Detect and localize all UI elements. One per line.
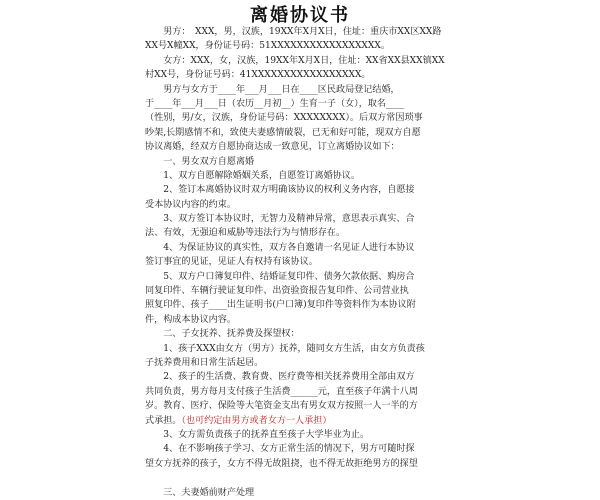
document-line: 于____年___月___日（农历__月初__）生育一子（女），取名____ [145, 98, 405, 109]
document-line: 签订事宜的见证，见证人有权持有该协议。 [145, 257, 318, 268]
document-line-text: 式承担。 [145, 415, 182, 426]
document-line: 1、孩子XXX由女方（男方）抚养，随同女方生活，由女方负责孩 [145, 343, 425, 354]
document-line: 2、孩子的生活费、教育费、医疗费等相关抚养费用全部由双方 [145, 372, 415, 383]
document-line: XX号X幢XX，身份证号码：51XXXXXXXXXXXXXXXXX。 [145, 41, 390, 52]
document-line: 吵架,长期感情不和，致使夫妻感情破裂，已无和好可能，现双方自愿 [145, 127, 421, 138]
document-line: 子抚养费用和日常生活起居。 [145, 357, 264, 368]
document-line: 受本协议内容的约束。 [145, 199, 236, 210]
document-line: 同复印件、车辆行驶证复印件、出资验资报告复印件、公司营业执 [145, 286, 409, 297]
document-line: 共同负责，男方每月支付孩子生活费______元，直至孩子年满十八周 [145, 386, 418, 397]
document-line: 男方与女方于____年___月___日在____区民政局登记结婚， [145, 84, 400, 95]
document-line: 4、在不影响孩子学习、女方正常生活的情况下，男方可随时探 [145, 444, 415, 455]
document-line: 3、女方需负责孩子的抚养直至孩子大学毕业为止。 [145, 429, 370, 440]
document-line: 1、双方自愿解除婚姻关系，自愿签订离婚协议。 [145, 170, 360, 181]
document-line: 男方： XXX，男，汉族，19XX年X月X日，住址：重庆市XX区XX路 [145, 27, 442, 37]
document-line: 协议离婚，经双方自愿协商达成一致意见，订立离婚协议如下： [145, 142, 400, 153]
document-line: 三、夫妻婚前财产处理 [145, 487, 255, 498]
document-line: 照复印件、孩子____出生证明书(户口簿)复印件等资料作为本协议附 [145, 300, 416, 311]
document-line: 岁。教育、医疗、保险等大笔资金支出有男女双方按照一人一半的方 [145, 401, 418, 412]
highlight-note: （也可约定由男方或者女方一人承担） [181, 415, 332, 426]
document-line: 法、有效，无强迫和威胁等违法行为与情形存在。 [145, 228, 346, 239]
document-line: 一、男女双方自愿离婚 [145, 156, 255, 167]
document-line: 2、签订本离婚协议时双方明确该协议的权利义务内容，自愿接 [145, 185, 415, 196]
document-line: 4、为保证协议的真实性，双方各自邀请一名见证人进行本协议 [145, 242, 415, 253]
document-line: 件，构成本协议内容。 [145, 314, 236, 325]
document-line: 望女方抚养的孩子，女方不得无故阻挠，也不得无故拒绝男方的探望 [145, 458, 418, 469]
document-line: （性别，男/女，汉族，身份证号码：XXXXXXXX）。后双方常因琐事 [145, 113, 423, 124]
document-line: 二、子女抚养、抚养费及探望权： [145, 329, 300, 340]
document-line: 5、双方户口簿复印件、结婚证复印件、债务欠款依据、购房合 [145, 271, 415, 282]
document-line [145, 471, 463, 485]
document-line: 3、双方签订本协议时，无智力及精神异常，意思表示真实、合 [145, 214, 415, 225]
document-line: 女方：XXX，女，汉族，19XX年X月X日，住址：XX省XX县XX镇XX [145, 55, 445, 66]
document-title: 离婚协议书 [250, 5, 350, 26]
document-line: 村XX号，身份证号码：41XXXXXXXXXXXXXXXXX。 [145, 70, 371, 81]
document-body [145, 25, 463, 500]
document-line [145, 414, 463, 428]
